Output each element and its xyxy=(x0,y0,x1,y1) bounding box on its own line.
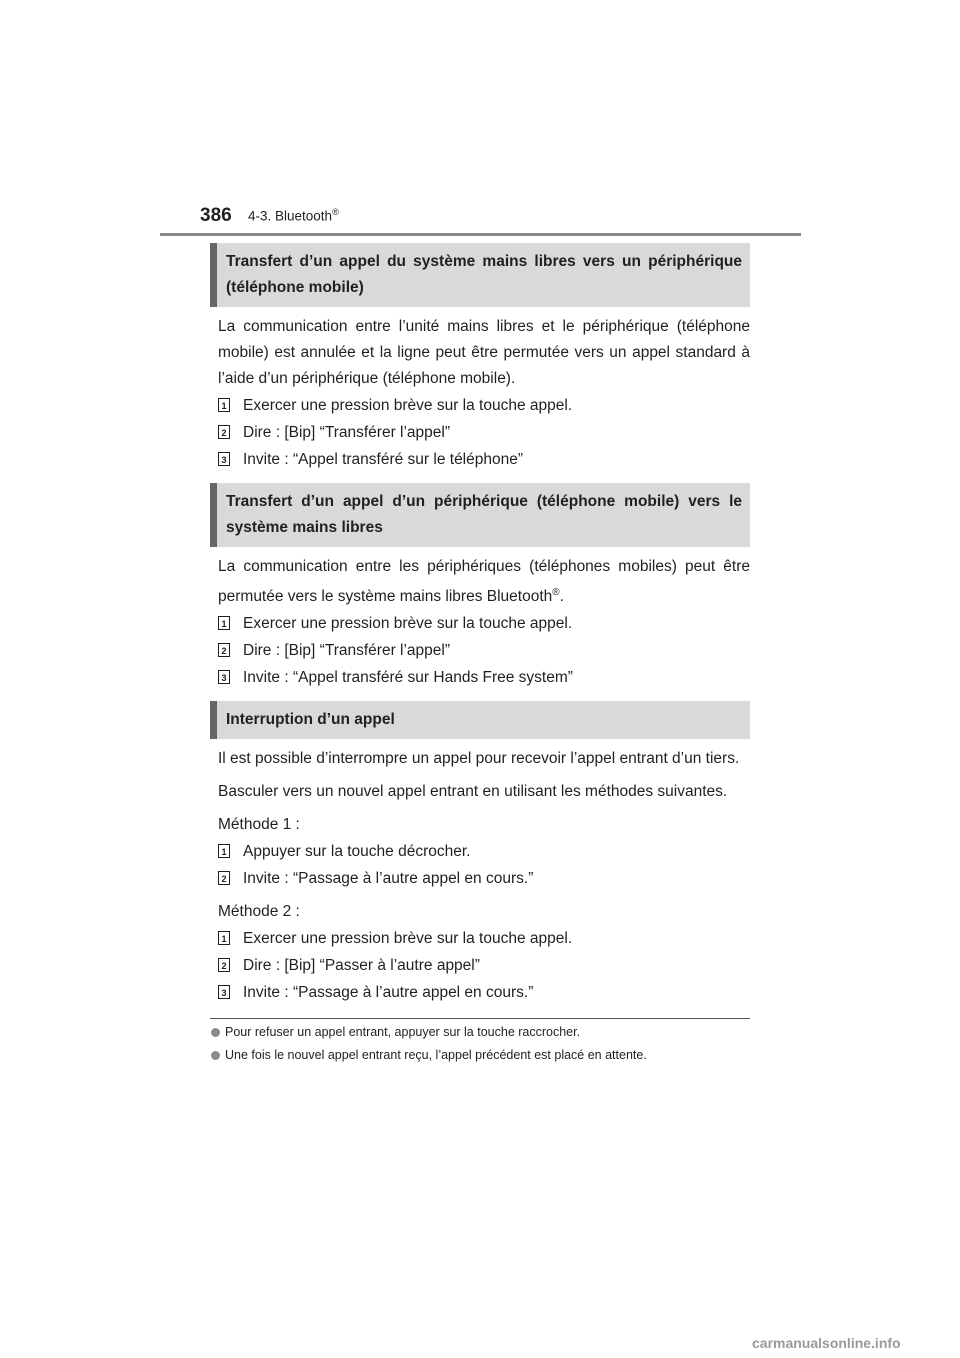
page-header xyxy=(200,205,800,235)
section-title-transfer-to-phone: Transfert d’un appel du système mains libres vers un périphérique (téléphone mobile) xyxy=(210,243,750,307)
step-item xyxy=(210,980,750,1006)
step-number-badge: 2 xyxy=(218,958,230,972)
step-item xyxy=(210,393,750,419)
section-paragraph: Basculer vers un nouvel appel entrant en utilisant les méthodes suivantes. xyxy=(218,783,728,801)
page-number: 386 xyxy=(200,205,232,226)
step-text: Invite : “Passage à l’autre appel en cours.” xyxy=(243,870,534,888)
step-number-badge: 1 xyxy=(218,616,230,630)
step-number-badge: 3 xyxy=(218,452,230,466)
step-text: Dire : [Bip] “Transférer l’appel” xyxy=(243,424,451,441)
step-text: Dire : [Bip] “Transférer l’appel” xyxy=(243,642,451,660)
step-number-badge: 1 xyxy=(218,844,230,858)
registered-mark: ® xyxy=(332,207,339,217)
section-paragraph: La communication entre l’unité mains libres et le périphérique (téléphone mobile) est annulée et la ligne peut être permutée vers un appel standard à l’aide d’un périphérique (téléphone mobile). xyxy=(218,318,750,387)
step-number-badge: 3 xyxy=(218,985,230,999)
notes-divider xyxy=(210,1018,750,1019)
method-label: Méthode 1 : xyxy=(218,816,300,834)
step-item xyxy=(210,953,750,979)
step-item xyxy=(210,866,750,892)
method-label: Méthode 2 : xyxy=(218,903,300,921)
page-content xyxy=(210,243,750,1065)
chapter-title: 4-3. Bluetooth® xyxy=(248,207,339,224)
note-text: Pour refuser un appel entrant, appuyer sur la touche raccrocher. xyxy=(225,1025,581,1040)
step-text: Invite : “Appel transféré sur Hands Free system” xyxy=(243,669,573,687)
note-item xyxy=(210,1022,750,1042)
step-text: Exercer une pression brève sur la touche appel. xyxy=(243,615,573,633)
step-number-badge: 1 xyxy=(218,931,230,945)
step-text: Exercer une pression brève sur la touche appel. xyxy=(243,930,573,948)
section-paragraph: La communication entre les périphériques (téléphones mobiles) peut être permutée vers le système mains libres Bluetooth®. xyxy=(218,558,750,606)
step-text: Invite : “Passage à l’autre appel en cours.” xyxy=(243,984,534,1002)
watermark: carmanualsonline.info xyxy=(752,1335,901,1351)
bullet-icon xyxy=(211,1051,220,1060)
step-number-badge: 2 xyxy=(218,425,230,439)
step-text: Exercer une pression brève sur la touche appel. xyxy=(243,397,573,414)
step-number-badge: 2 xyxy=(218,871,230,885)
step-number-badge: 3 xyxy=(218,670,230,684)
step-number-badge: 2 xyxy=(218,643,230,657)
note-item xyxy=(210,1045,750,1065)
step-item xyxy=(210,638,750,664)
step-item xyxy=(210,420,750,446)
registered-mark: ® xyxy=(552,587,560,598)
section-title-transfer-to-handsfree: Transfert d’un appel d’un périphérique (téléphone mobile) vers le système mains libres xyxy=(210,483,750,547)
step-text: Invite : “Appel transféré sur le téléphone” xyxy=(243,451,524,468)
bullet-icon xyxy=(211,1028,220,1037)
note-text: Une fois le nouvel appel entrant reçu, l’appel précédent est placé en attente. xyxy=(225,1048,647,1063)
step-item xyxy=(210,447,750,473)
step-item xyxy=(210,611,750,637)
step-item xyxy=(210,926,750,952)
header-divider xyxy=(160,233,801,236)
step-item xyxy=(210,839,750,865)
step-item xyxy=(210,665,750,691)
step-text: Dire : [Bip] “Passer à l’autre appel” xyxy=(243,957,480,975)
step-number-badge: 1 xyxy=(218,398,230,412)
section-paragraph: Il est possible d’interrompre un appel pour recevoir l’appel entrant d’un tiers. xyxy=(218,750,740,768)
section-title-interruption: Interruption d’un appel xyxy=(210,701,750,739)
step-text: Appuyer sur la touche décrocher. xyxy=(243,843,471,861)
